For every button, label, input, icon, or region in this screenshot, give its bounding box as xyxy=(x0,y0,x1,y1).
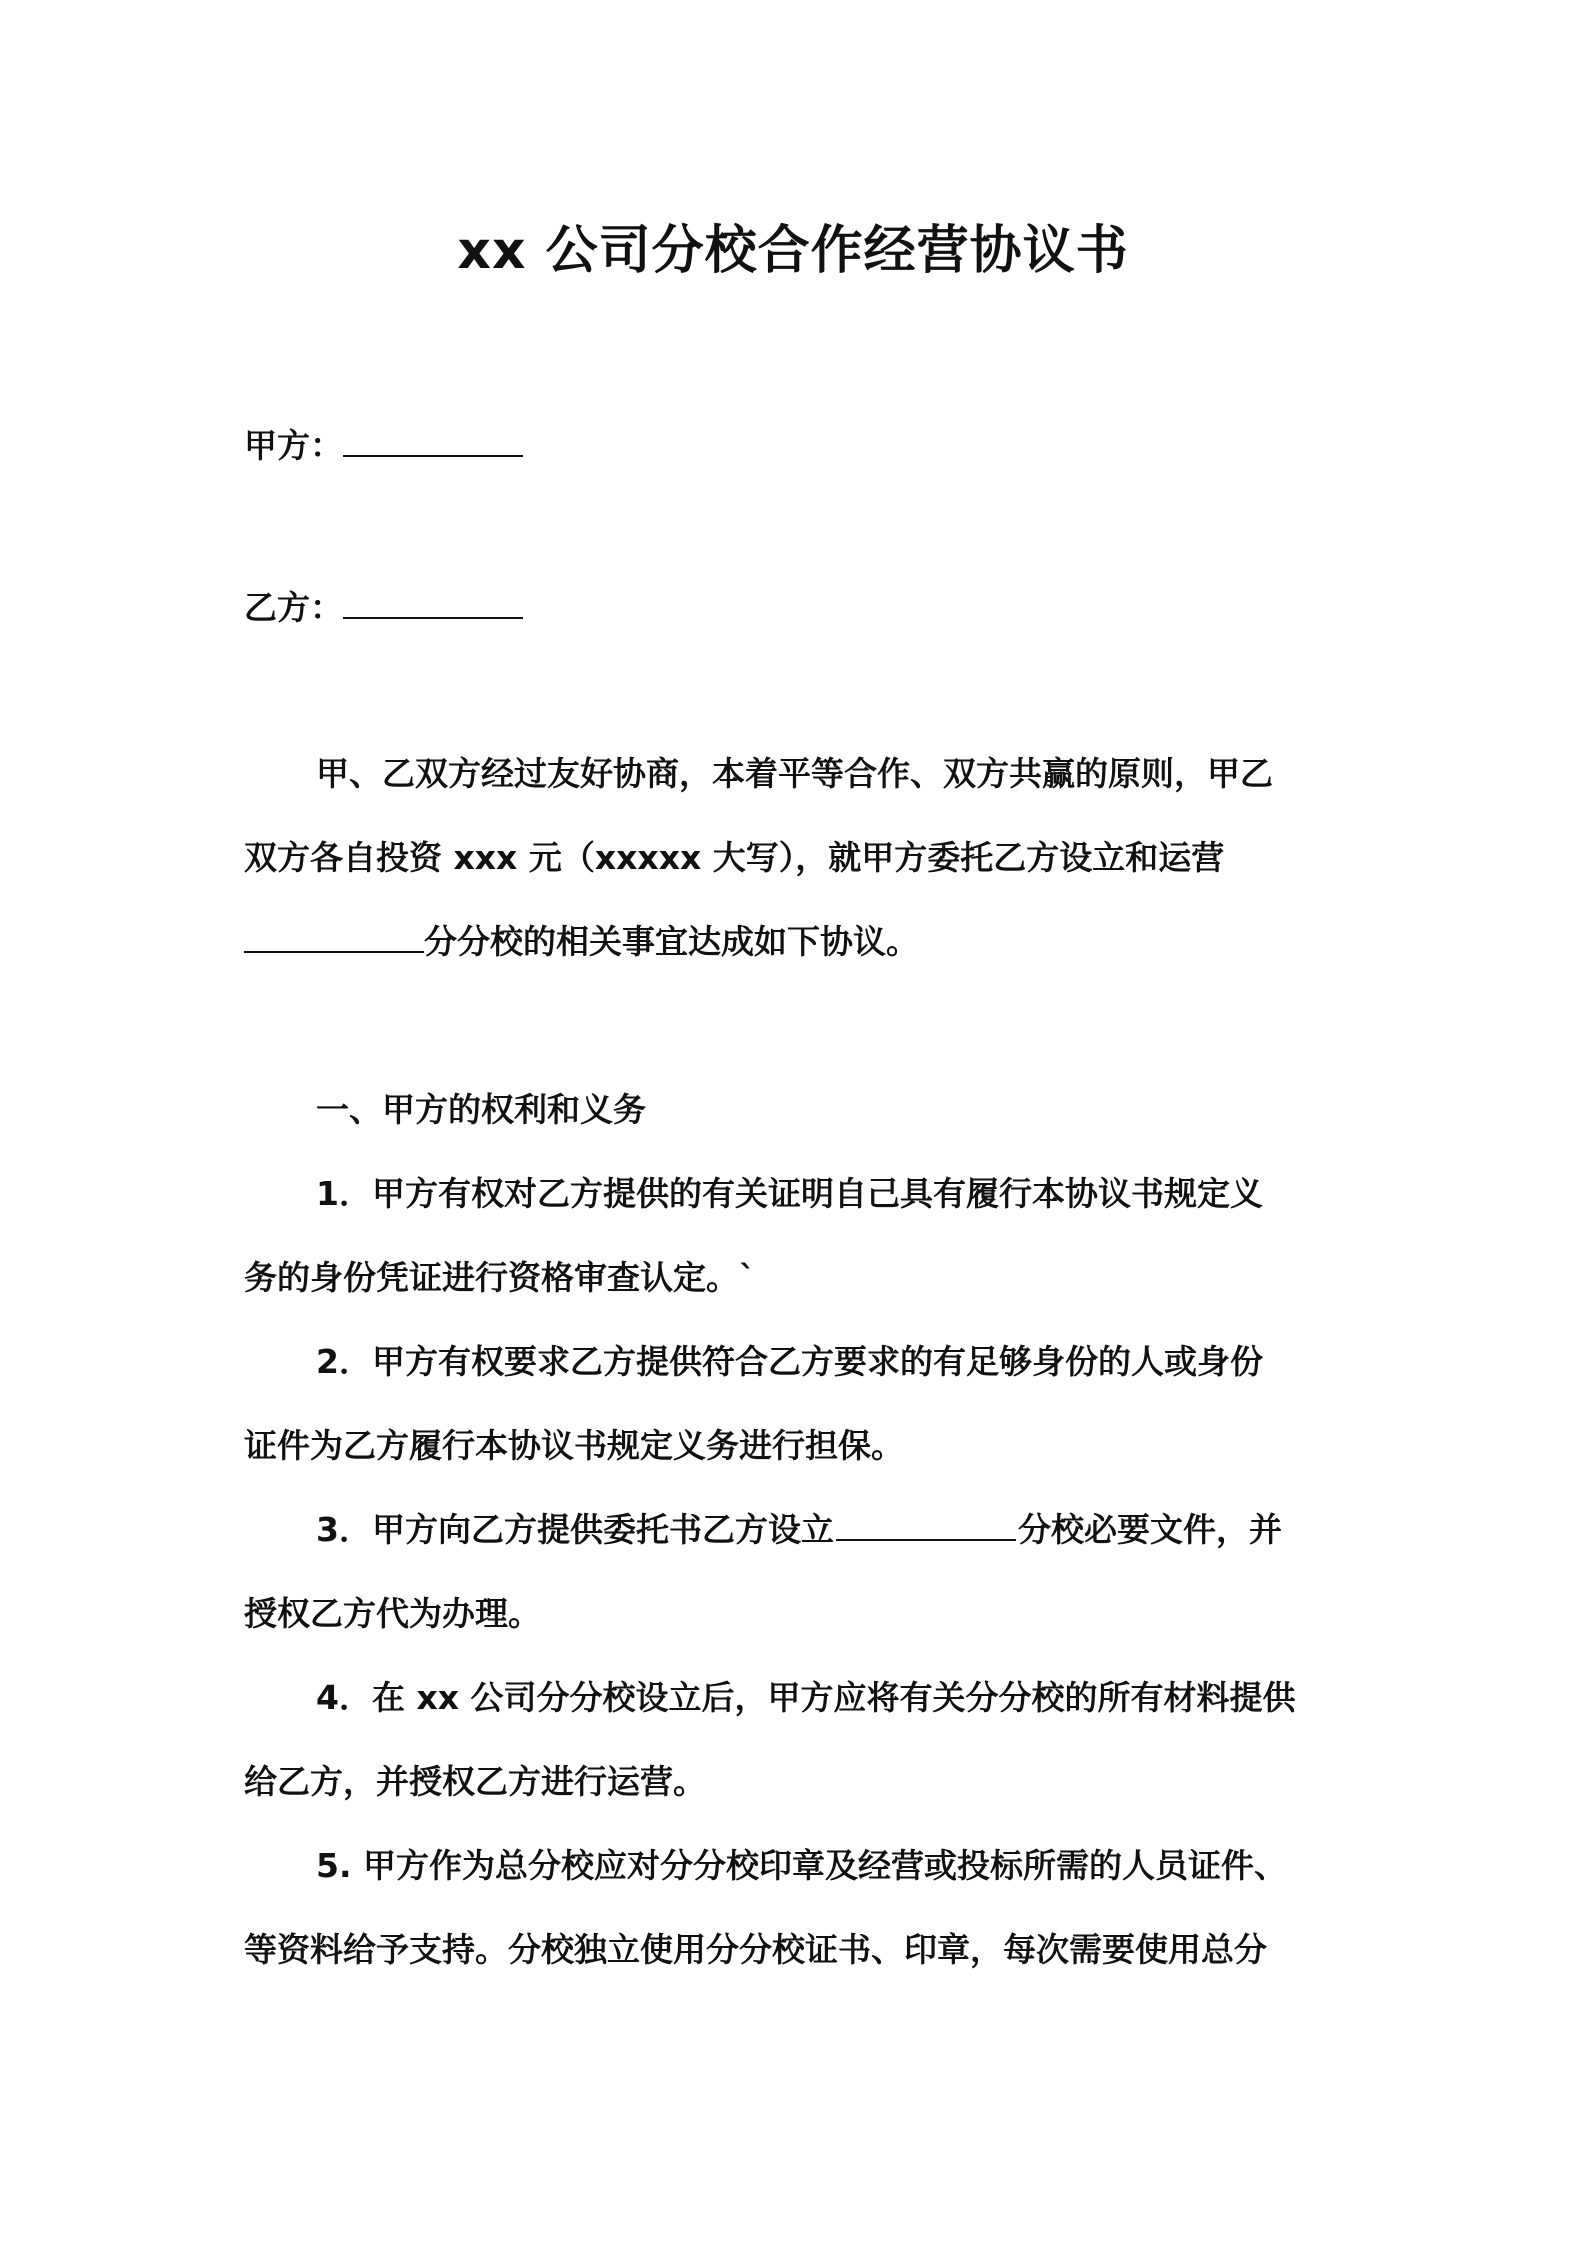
party-a-line xyxy=(244,424,523,468)
item-5-line-2: 等资料给予支持。分校独立使用分分校证书、印章，每次需要使用总分 xyxy=(244,1930,1267,1969)
intro-line-3 xyxy=(244,920,919,964)
party-b-line xyxy=(244,586,523,630)
item-3-text-after: 分校必要文件，并 xyxy=(1017,1510,1282,1549)
document-title: xx 公司分校合作经营协议书 xyxy=(457,221,1129,281)
item-2-line-1: 2．甲方有权要求乙方提供符合乙方要求的有足够身份的人或身份 xyxy=(316,1342,1263,1381)
item-3-line-1 xyxy=(316,1508,1282,1552)
item-5-line-1: 5. 甲方作为总分校应对分分校印章及经营或投标所需的人员证件、 xyxy=(316,1846,1287,1885)
party-b-label: 乙方： xyxy=(244,588,343,627)
intro-line-1: 甲、乙双方经过友好协商，本着平等合作、双方共赢的原则，甲乙 xyxy=(316,754,1273,793)
intro-line-2: 双方各自投资 xxx 元（xxxxx 大写），就甲方委托乙方设立和运营 xyxy=(244,838,1225,877)
item-4-line-1: 4．在 xx 公司分分校设立后，甲方应将有关分分校的所有材料提供 xyxy=(316,1678,1296,1717)
item-3-text-before: 3．甲方向乙方提供委托书乙方设立 xyxy=(316,1510,834,1549)
party-a-blank[interactable] xyxy=(343,425,523,457)
party-b-blank[interactable] xyxy=(343,587,523,619)
item-3-blank[interactable] xyxy=(836,1509,1016,1541)
item-1-line-2: 务的身份凭证进行资格审查认定。` xyxy=(244,1258,756,1297)
item-1-line-1: 1．甲方有权对乙方提供的有关证明自己具有履行本协议书规定义 xyxy=(316,1174,1263,1213)
section-1-heading: 一、甲方的权利和义务 xyxy=(316,1090,646,1129)
party-a-label: 甲方： xyxy=(244,426,343,465)
item-3-line-2: 授权乙方代为办理。 xyxy=(244,1594,541,1633)
branch-name-blank[interactable] xyxy=(244,921,424,953)
item-2-line-2: 证件为乙方履行本协议书规定义务进行担保。 xyxy=(244,1426,904,1465)
intro-line-3-text: 分分校的相关事宜达成如下协议。 xyxy=(424,922,919,961)
item-4-line-2: 给乙方，并授权乙方进行运营。 xyxy=(244,1762,706,1801)
